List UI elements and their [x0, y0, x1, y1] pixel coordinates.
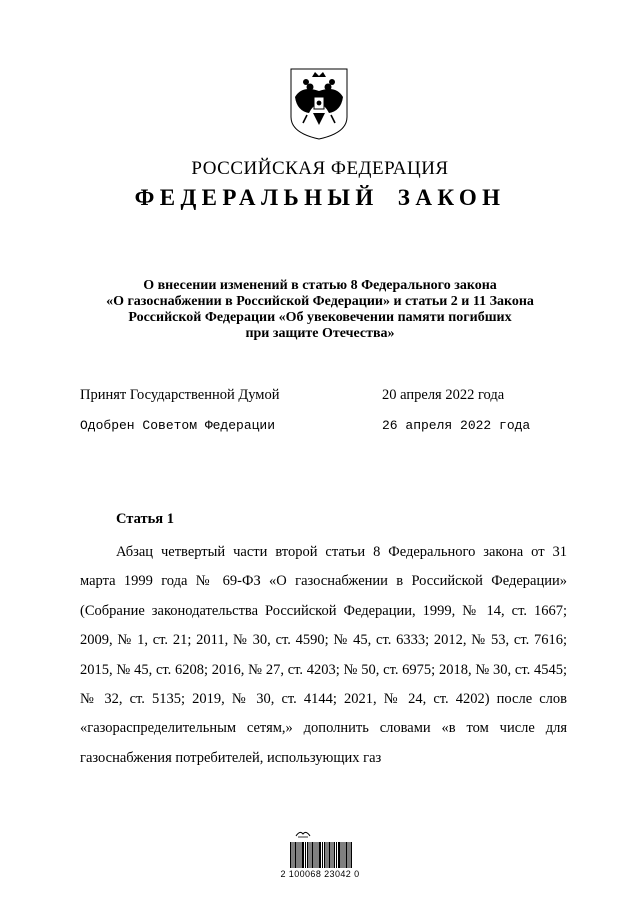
law-title-line: при защите Отечества» — [245, 326, 395, 341]
law-title-line: О внесении изменений в статью 8 Федерального закона — [143, 278, 497, 293]
law-title-line: «О газоснабжении в Российской Федерации» и статьи 2 и 11 Закона — [106, 294, 534, 309]
law-title — [80, 278, 560, 342]
council-date: 26 апреля 2022 года — [382, 418, 531, 433]
article-heading: Статья 1 — [116, 511, 174, 527]
duma-date: 20 апреля 2022 года — [382, 387, 505, 403]
law-type-heading: ФЕДЕРАЛЬНЫЙ ЗАКОН — [134, 185, 506, 210]
russian-coat-of-arms-icon — [288, 67, 350, 141]
barcode-icon — [290, 842, 352, 868]
stamp-mark-icon — [295, 828, 311, 838]
country-name: РОССИЙСКАЯ ФЕДЕРАЦИЯ — [191, 158, 449, 179]
law-title-line: Российской Федерации «Об увековечении памяти погибших — [128, 310, 512, 325]
duma-label: Принят Государственной Думой — [80, 387, 280, 403]
council-label: Одобрен Советом Федерации — [80, 418, 276, 433]
article-body: Абзац четвертый части второй статьи 8 Федерального закона от 31 марта 1999 года № 69-ФЗ «О газоснабжении в Российской Федерации» (Собрание законодательства Российской Федерации, 1999, № 14, ст. 1667; 2009, № 1, ст. 21; 2011, № 30, ст. 4590; № 45, ст. 6333; 2012, № 53, ст. 7616; 2015, № 45, ст. 6208; 2016, № 27, ст. 4203; № 50, ст. 6975; 2018, № 30, ст. 4545; № 32, ст. 5135; 2019, № 30, ст. 4144; 2021, № 24, ст. 4202) после слов «газораспределительным сетям,» дополнить словами «в том числе для газоснабжения потребителей, использующих газ — [80, 544, 567, 766]
barcode-number: 2 100068 23042 0 — [280, 869, 360, 879]
